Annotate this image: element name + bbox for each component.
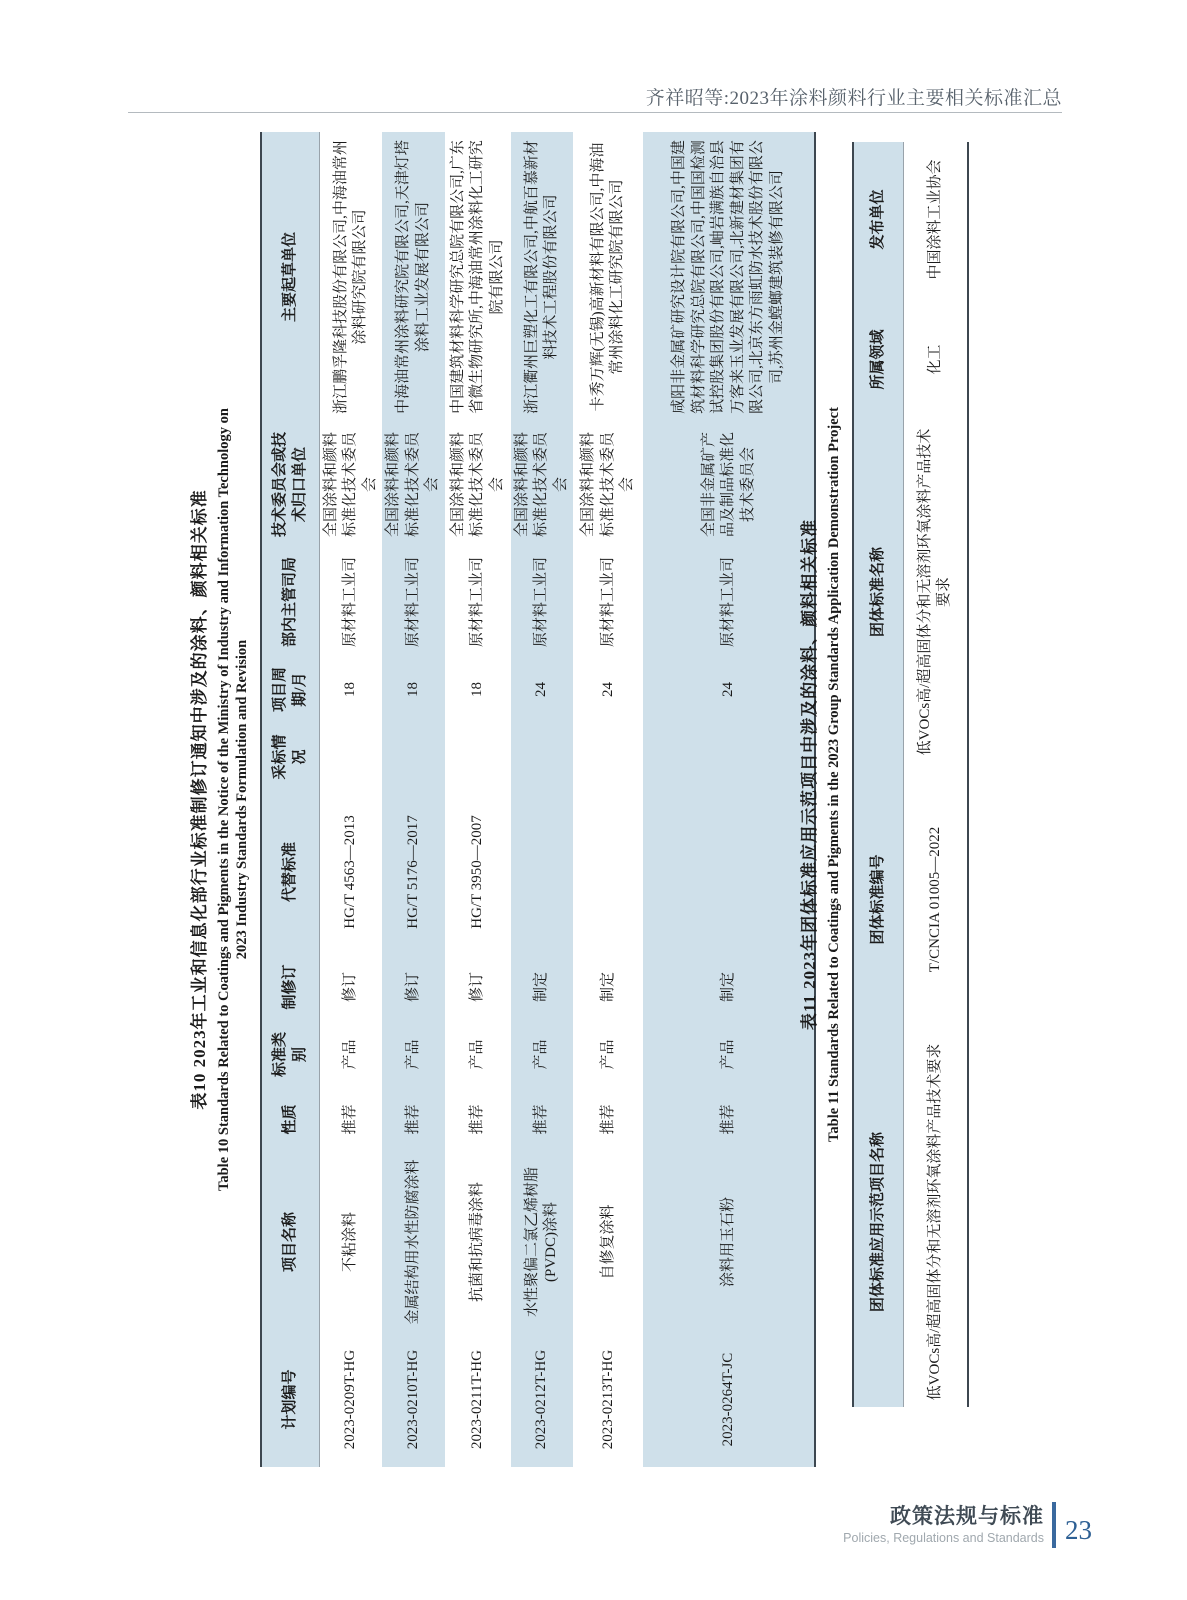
table11-title-en-line1: Table 11 Standards Related to Coatings and Pigments in the 2023 Group Standards Application Demonstration Project [826, 407, 842, 1142]
cell: 低VOCs高/超高固体分和无溶剂环氧涂料产品技术要求 [916, 428, 953, 756]
header-cell: 采标情况 [272, 734, 308, 780]
cell [643, 722, 815, 792]
cell: 浙江鹏孚隆科技股份有限公司,中海油常州涂料研究院有限公司 [332, 140, 368, 414]
cell: 18 [342, 682, 359, 697]
table10-content [185, 132, 785, 1467]
cell: 浙江衢州巨塑化工有限公司,中航百慕新材料技术工程股份有限公司 [523, 140, 559, 414]
footer-accent-bar [1052, 1502, 1056, 1548]
header-cell: 发布单位 [869, 189, 886, 250]
cell: 18 [404, 682, 421, 697]
cell: 化工 [926, 344, 943, 375]
cell: 修订 [469, 972, 485, 1003]
table10-title [185, 132, 251, 1467]
header-cell: 所属领域 [869, 329, 886, 390]
table11-title [795, 142, 843, 1407]
cell: HG/T 5176—2017 [404, 815, 421, 929]
cell: 涂料用玉石粉 [720, 1197, 736, 1288]
cell: 全国涂料和颜料标准化技术委员会 [385, 432, 441, 538]
table11-content [795, 142, 985, 1407]
cell: 2023-0213T-HG [599, 1349, 616, 1450]
cell: 推荐 [342, 1104, 359, 1135]
cell: 2023-0209T-HG [342, 1349, 359, 1450]
cell [573, 722, 643, 792]
cell: 原材料工业司 [404, 557, 421, 648]
cell [319, 722, 382, 792]
cell: 制定 [720, 972, 736, 1003]
cell [573, 792, 643, 952]
header-cell: 代替标准 [281, 842, 298, 903]
cell [382, 722, 445, 792]
header-cell: 团体标准应用示范项目名称 [869, 1132, 886, 1313]
table-row [445, 132, 511, 1467]
cell: 原材料工业司 [599, 557, 616, 648]
cell: 抗菌和抗病毒涂料 [469, 1182, 485, 1303]
cell: 推荐 [533, 1104, 550, 1135]
table10-title-en-line1: Table 10 Standards Related to Coatings and Pigments in the Notice of the Ministry of Industry and Information Technology on [216, 408, 232, 1191]
header-cell: 技术委员会或技术归口单位 [272, 432, 308, 538]
table11-title-zh: 表11 2023年团体标准应用示范项目中涉及的涂料、颜料相关标准 [800, 518, 819, 1031]
cell: 24 [599, 682, 616, 697]
cell [511, 722, 574, 792]
cell: 全国非金属矿产品及制品标准化技术委员会 [700, 432, 756, 538]
cell: 卡秀万辉(无锡)高新材料有限公司,中海油常州涂料化工研究院有限公司 [589, 142, 626, 412]
header-rule [128, 112, 1062, 113]
header-row [261, 132, 319, 1467]
cell: 原材料工业司 [533, 557, 550, 648]
footer-section-labels [843, 1505, 1044, 1544]
header-cell: 计划编号 [281, 1369, 298, 1430]
cell: 水性聚偏二氯乙烯树脂(PVDC)涂料 [523, 1167, 559, 1318]
cell: 修订 [342, 972, 359, 1003]
header-cell: 部内主管司局 [281, 557, 298, 648]
cell: 产品 [342, 1039, 359, 1070]
cell: 原材料工业司 [342, 557, 359, 648]
footer-section-title-zh: 政策法规与标准 [890, 1505, 1044, 1529]
cell [511, 792, 574, 952]
page-number: 23 [1065, 1515, 1092, 1545]
cell: 全国涂料和颜料标准化技术委员会 [513, 432, 569, 538]
header-row [853, 142, 903, 1407]
cell: 2023-0211T-HG [469, 1350, 485, 1449]
cell: 18 [469, 682, 485, 697]
cell: 推荐 [720, 1104, 736, 1135]
table11 [852, 142, 969, 1407]
header-cell: 团体标准名称 [869, 547, 886, 638]
cell: 产品 [720, 1039, 736, 1070]
cell: 中海油常州涂料研究院有限公司,天津灯塔涂料工业发展有限公司 [395, 140, 431, 414]
cell: 推荐 [599, 1104, 616, 1135]
cell: 原材料工业司 [720, 557, 736, 648]
cell: 不粘涂料 [342, 1212, 359, 1273]
cell [445, 722, 511, 792]
table10-title-zh: 表10 2023年工业和信息化部行业标准制修订通知中涉及的涂料、颜料相关标准 [190, 489, 209, 1110]
table-row [319, 132, 382, 1467]
cell: 产品 [404, 1039, 421, 1070]
cell: 推荐 [404, 1104, 421, 1135]
header-cell: 标准类别 [272, 1032, 308, 1078]
cell: 全国涂料和颜料标准化技术委员会 [322, 432, 378, 538]
cell: 金属结构用水性防腐涂料 [404, 1159, 421, 1325]
footer-section-title-en: Policies, Regulations and Standards [843, 1530, 1044, 1545]
table-row [511, 132, 574, 1467]
cell: 修订 [404, 972, 421, 1003]
cell: 中国建筑材料科学研究总院有限公司,广东省微生物研究所,中海油常州涂料化工研究院有限公司 [449, 140, 505, 414]
cell: HG/T 4563—2013 [342, 815, 359, 929]
running-head: 齐祥昭等:2023年涂料颜料行业主要相关标准汇总 [645, 88, 1062, 109]
header-cell: 项目名称 [281, 1212, 298, 1273]
cell: 自修复涂料 [599, 1204, 616, 1280]
table-row [903, 142, 968, 1407]
table10-title-en-line2: 2023 Industry Standards Formulation and Revision [234, 639, 251, 960]
cell: HG/T 3950—2007 [469, 815, 485, 929]
cell: T/CNCIA 01005—2022 [926, 826, 943, 973]
page-footer [843, 1502, 1092, 1548]
cell: 制定 [599, 972, 616, 1003]
cell: 中国涂料工业协会 [926, 159, 943, 280]
cell: 产品 [469, 1039, 485, 1070]
table-row [573, 132, 643, 1467]
cell: 推荐 [469, 1104, 485, 1135]
table11-rotated-block [795, 140, 985, 1405]
header-cell: 制修订 [281, 964, 298, 1010]
header-cell: 团体标准编号 [869, 854, 886, 945]
cell: 原材料工业司 [469, 557, 485, 648]
table-row [382, 132, 445, 1467]
cell: 24 [533, 682, 550, 697]
cell: 24 [720, 682, 736, 697]
cell: 咸阳非金属矿研究设计院有限公司,中国建筑材料科学研究总院有限公司,中国国检测试控股集团股份有限公司,岫岩满族自治县万客来玉业发展有限公司,北新建材集团有限公司,北京东方雨虹防水技术股份有限公司,苏州金螳螂建筑装修有限公司 [671, 140, 785, 414]
table-row [643, 132, 815, 1467]
cell: 全国涂料和颜料标准化技术委员会 [449, 432, 505, 538]
cell: 产品 [533, 1039, 550, 1070]
cell: 低VOCs高/超高固体分和无溶剂环氧涂料产品技术要求 [926, 1043, 943, 1401]
header-cell: 项目周期/月 [272, 667, 308, 713]
cell: 2023-0264T-JC [720, 1352, 736, 1447]
cell: 全国涂料和颜料标准化技术委员会 [580, 432, 635, 538]
cell: 2023-0212T-HG [533, 1349, 550, 1450]
table10 [260, 132, 816, 1467]
table10-rotated-block [185, 130, 785, 1465]
header-cell: 主要起草单位 [281, 232, 298, 323]
cell: 2023-0210T-HG [404, 1349, 421, 1450]
cell: 产品 [599, 1039, 616, 1070]
header-cell: 性质 [281, 1104, 298, 1135]
cell [643, 792, 815, 952]
cell: 制定 [533, 972, 550, 1003]
